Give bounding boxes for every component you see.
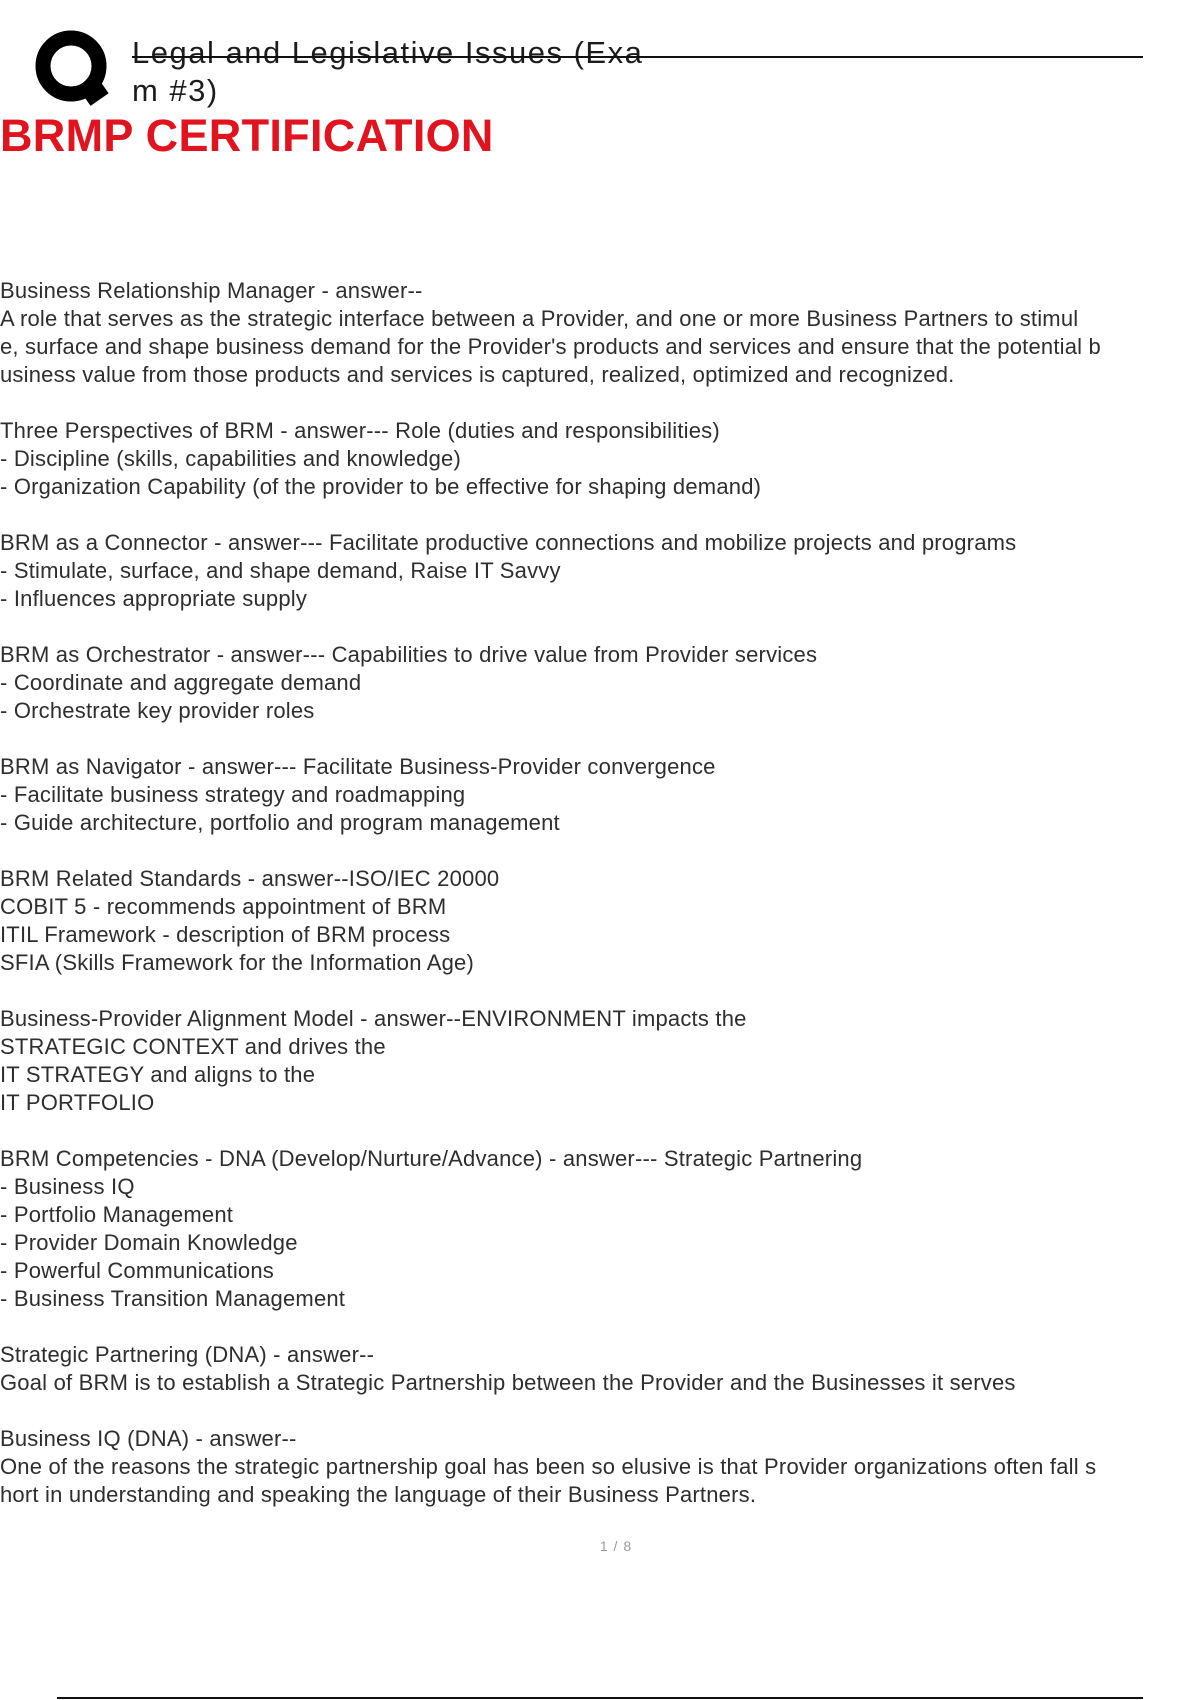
qa-entry-term: BRM as a Connector - answer--- Facilitate productive connections and mobilize projects and programs: [0, 530, 1017, 555]
qa-entry: [0, 417, 1200, 501]
qa-entry-text-line: - Guide architecture, portfolio and program management: [0, 810, 560, 835]
qa-entry-text-line: IT PORTFOLIO: [0, 1090, 155, 1115]
qa-entry-text-line: - Influences appropriate supply: [0, 586, 308, 611]
qa-entry-text-line: SFIA (Skills Framework for the Information Age): [0, 950, 474, 975]
qa-entry-text-line: - Discipline (skills, capabilities and knowledge): [0, 446, 461, 471]
qa-entry: [0, 529, 1200, 613]
qa-entry: [0, 1145, 1200, 1313]
qa-entry-text-line: - Facilitate business strategy and roadmapping: [0, 782, 466, 807]
qa-entry-term: Business-Provider Alignment Model - answer--ENVIRONMENT impacts the: [0, 1006, 747, 1031]
qa-entry-text-line: - Powerful Communications: [0, 1258, 274, 1283]
qa-entry-term: BRM as Navigator - answer--- Facilitate Business-Provider convergence: [0, 754, 716, 779]
qa-entry-text-line: - Coordinate and aggregate demand: [0, 670, 362, 695]
qa-entry-text-line: hort in understanding and speaking the language of their Business Partners.: [0, 1482, 757, 1507]
qa-entry-text-line: - Stimulate, surface, and shape demand, Raise IT Savvy: [0, 558, 561, 583]
document-body: [0, 277, 1200, 1537]
document-title-line-2: m #3): [132, 73, 219, 108]
q-logo-icon: [34, 30, 110, 108]
qa-entry-term: Strategic Partnering (DNA) - answer--: [0, 1342, 375, 1367]
page-number: 1 / 8: [599, 1538, 633, 1554]
qa-entry-text-line: - Orchestrate key provider roles: [0, 698, 315, 723]
qa-entry-text-line: - Portfolio Management: [0, 1202, 234, 1227]
qa-entry-text-line: COBIT 5 - recommends appointment of BRM: [0, 894, 447, 919]
qa-entry-text-line: IT STRATEGY and aligns to the: [0, 1062, 316, 1087]
qa-entry: [0, 641, 1200, 725]
qa-entry-term: BRM Competencies - DNA (Develop/Nurture/Advance) - answer--- Strategic Partnering: [0, 1146, 863, 1171]
qa-entry-text-line: A role that serves as the strategic interface between a Provider, and one or more Business Partners to stimul: [0, 306, 1079, 331]
qa-entry: [0, 1425, 1200, 1509]
qa-entry-text-line: ITIL Framework - description of BRM process: [0, 922, 451, 947]
qa-entry-term: Business Relationship Manager - answer--: [0, 278, 423, 303]
qa-entry-text-line: - Business Transition Management: [0, 1286, 346, 1311]
main-heading: BRMP CERTIFICATION: [0, 110, 494, 161]
qa-entry-text-line: e, surface and shape business demand for the Provider's products and services and ensure that the potential b: [0, 334, 1101, 359]
qa-entry-text-line: usiness value from those products and services is captured, realized, optimized and recognized.: [0, 362, 955, 387]
qa-entry-text-line: STRATEGIC CONTEXT and drives the: [0, 1034, 386, 1059]
document-title-line-1: Legal and Legislative Issues (Exa: [132, 35, 644, 70]
qa-entry: [0, 1341, 1200, 1397]
qa-entry: [0, 277, 1200, 389]
footer-rule: [57, 1697, 1143, 1699]
qa-entry-text-line: - Business IQ: [0, 1174, 135, 1199]
qa-entry-text-line: - Provider Domain Knowledge: [0, 1230, 298, 1255]
qa-entry-text-line: - Organization Capability (of the provider to be effective for shaping demand): [0, 474, 762, 499]
qa-entry: [0, 1005, 1200, 1117]
document-title: [132, 34, 692, 110]
qa-entry-text-line: One of the reasons the strategic partnership goal has been so elusive is that Provider organizations often fall s: [0, 1454, 1097, 1479]
header-rule: [132, 56, 1143, 58]
qa-entry: [0, 865, 1200, 977]
qa-entry-term: BRM Related Standards - answer--ISO/IEC 20000: [0, 866, 500, 891]
qa-entry-term: BRM as Orchestrator - answer--- Capabilities to drive value from Provider services: [0, 642, 818, 667]
qa-entry-text-line: Goal of BRM is to establish a Strategic Partnership between the Provider and the Businesses it serves: [0, 1370, 1016, 1395]
qa-entry-term: Business IQ (DNA) - answer--: [0, 1426, 297, 1451]
qa-entry-term: Three Perspectives of BRM - answer--- Role (duties and responsibilities): [0, 418, 720, 443]
qa-entry: [0, 753, 1200, 837]
